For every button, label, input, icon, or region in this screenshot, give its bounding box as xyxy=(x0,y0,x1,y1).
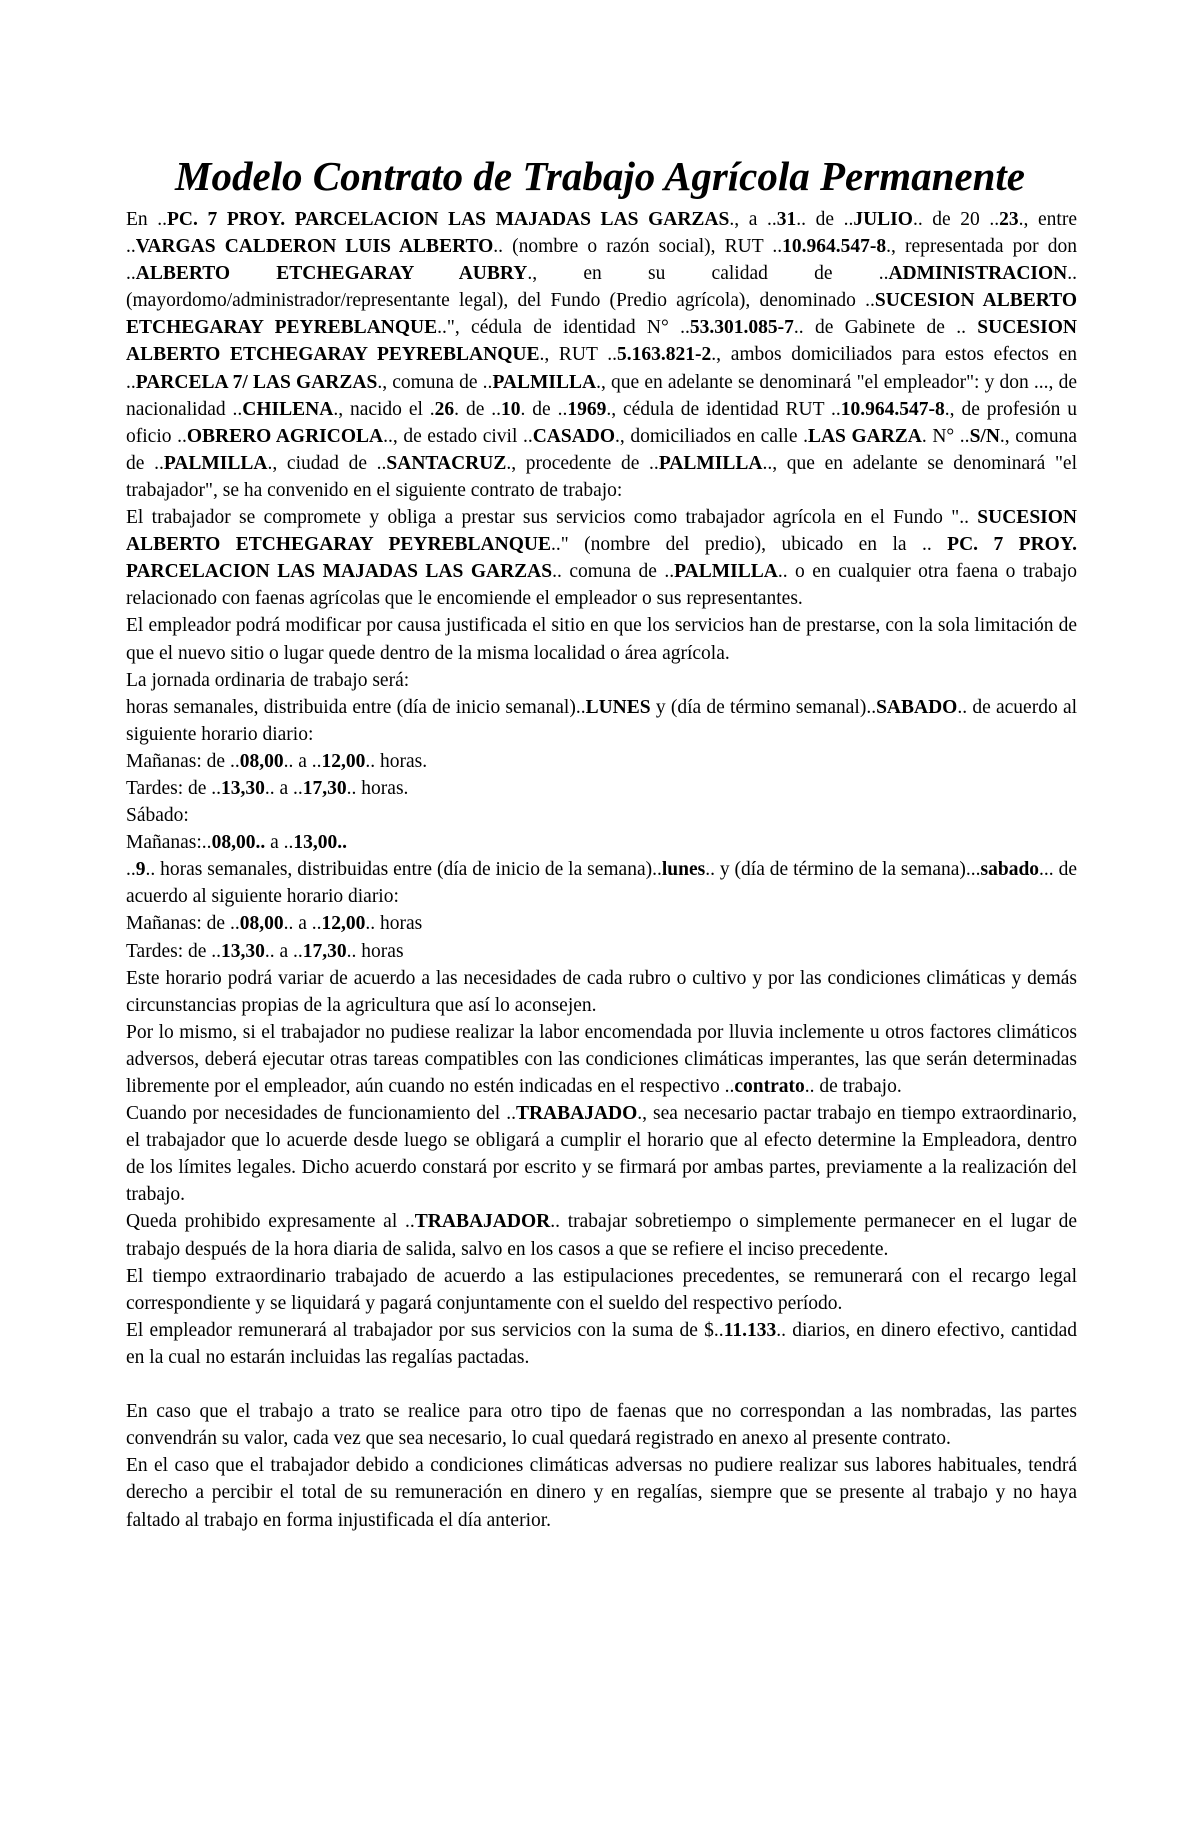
paragraph-text: .. horas xyxy=(365,913,423,935)
paragraph-text: .. xyxy=(126,859,136,881)
paragraph-text: .. trabajar sobretiempo o simplemente permanecer en el lugar de trabajo después de la hora diaria de salida, salvo en los casos a que se refiere el inciso precedente. xyxy=(126,1211,1077,1260)
filled-field-value: 12,00 xyxy=(321,913,366,935)
paragraph-text: .. (nombre o razón social), RUT .. xyxy=(493,236,783,258)
contract-paragraph xyxy=(126,829,1077,856)
filled-field-value: 23 xyxy=(999,209,1019,230)
paragraph-text: Queda prohibido expresamente al .. xyxy=(126,1211,415,1233)
filled-field-value: SABADO xyxy=(876,696,958,718)
paragraph-text: El trabajador se compromete y obliga a prestar sus servicios como trabajador agrícola en el Fundo ".. xyxy=(126,507,978,529)
filled-field-value: 12,00 xyxy=(321,750,366,772)
filled-field-value: 31 xyxy=(776,209,797,230)
paragraph-text: Tardes: de .. xyxy=(126,940,222,962)
filled-field-value: VARGAS CALDERON LUIS ALBERTO xyxy=(135,236,494,258)
paragraph-text: .. de .. xyxy=(796,209,854,230)
filled-field-value: TRABAJADO xyxy=(515,1103,638,1125)
paragraph-text: Cuando por necesidades de funcionamiento del .. xyxy=(126,1103,516,1125)
paragraph-text: En .. xyxy=(126,209,168,230)
filled-field-value: S/N xyxy=(969,425,1000,447)
paragraph-text: .., de estado civil .. xyxy=(383,425,533,447)
filled-field-value: 17,30 xyxy=(302,940,347,962)
filled-field-value: 10.964.547-8 xyxy=(840,398,945,420)
paragraph-text: ., procedente de .. xyxy=(506,452,659,474)
paragraph-spacer xyxy=(126,1371,1077,1398)
paragraph-text: .. horas. xyxy=(346,777,409,799)
contract-paragraph xyxy=(126,612,1077,666)
paragraph-text: .., que en adelante se denominará "el trabajador", se ha convenido en el siguiente contrato de trabajo: xyxy=(126,452,1078,501)
contract-paragraph xyxy=(126,667,1077,694)
filled-field-value: 26 xyxy=(434,398,455,420)
contract-paragraph xyxy=(126,504,1077,612)
filled-field-value: lunes xyxy=(661,859,706,881)
paragraph-text: .. de 20 .. xyxy=(912,209,1000,230)
contract-paragraph xyxy=(126,856,1077,910)
contract-paragraph xyxy=(126,1208,1077,1262)
filled-field-value: PC. 7 PROY. PARCELACION LAS MAJADAS LAS GARZAS xyxy=(167,209,730,230)
contract-paragraph xyxy=(126,965,1077,1019)
paragraph-text: .. a .. xyxy=(283,913,322,935)
paragraph-text: ... de acuerdo al siguiente horario diario: xyxy=(126,859,1077,908)
document-body xyxy=(126,206,1077,1534)
filled-field-value: PALMILLA xyxy=(163,452,268,474)
paragraph-text: El empleador podrá modificar por causa justificada el sitio en que los servicios han de prestarse, con la sola limitación de que el nuevo sitio o lugar quede dentro de la misma localidad o área agrícola. xyxy=(126,615,1077,664)
contract-paragraph xyxy=(126,938,1077,965)
paragraph-text: ., RUT .. xyxy=(539,344,618,366)
filled-field-value: 17,30 xyxy=(302,777,347,799)
paragraph-text: ., representada por don .. xyxy=(126,236,1077,285)
filled-field-value: 08,00.. xyxy=(211,832,266,854)
contract-paragraph xyxy=(126,1317,1077,1371)
paragraph-text: .." (nombre del predio), ubicado en la .. xyxy=(550,534,948,556)
contract-paragraph xyxy=(126,910,1077,937)
contract-paragraph xyxy=(126,748,1077,775)
filled-field-value: ADMINISTRACION xyxy=(888,263,1068,285)
paragraph-text: Sábado: xyxy=(126,805,189,827)
filled-field-value: JULIO xyxy=(853,209,913,230)
filled-field-value: TRABAJADOR xyxy=(414,1211,551,1233)
paragraph-text: ..", cédula de identidad N° .. xyxy=(437,317,690,339)
filled-field-value: SUCESION ALBERTO ETCHEGARAY PEYREBLANQUE xyxy=(126,507,1077,556)
paragraph-text: .. a .. xyxy=(264,940,303,962)
paragraph-text: a .. xyxy=(265,832,294,854)
filled-field-value: SUCESION ALBERTO ETCHEGARAY PEYREBLANQUE xyxy=(126,290,1078,339)
paragraph-text: ., domiciliados en calle . xyxy=(615,425,808,447)
filled-field-value: 13,30 xyxy=(221,777,265,799)
paragraph-text: ., de profesión u oficio .. xyxy=(126,398,1078,447)
document-title: Modelo Contrato de Trabajo Agrícola Permanente xyxy=(175,153,1025,199)
paragraph-text: .. horas xyxy=(346,940,404,962)
filled-field-value: SANTACRUZ xyxy=(386,452,507,474)
filled-field-value: PALMILLA xyxy=(492,371,597,393)
contract-paragraph xyxy=(126,775,1077,802)
filled-field-value: 08,00 xyxy=(239,913,284,935)
paragraph-text: .. (mayordomo/administrador/representante legal), del Fundo (Predio agrícola), denominado .. xyxy=(126,263,1077,312)
paragraph-text: Mañanas: de .. xyxy=(126,913,240,935)
paragraph-text: ., comuna de .. xyxy=(377,371,493,393)
filled-field-value: SUCESION ALBERTO ETCHEGARAY PEYREBLANQUE xyxy=(126,317,1077,366)
paragraph-text: . de .. xyxy=(454,398,501,420)
paragraph-text: ., ambos domiciliados para estos efectos en .. xyxy=(126,344,1077,393)
filled-field-value: PC. 7 PROY. PARCELACION LAS MAJADAS LAS GARZAS xyxy=(126,534,1077,583)
paragraph-text: El tiempo extraordinario trabajado de acuerdo a las estipulaciones precedentes, se remunerará con el recargo legal correspondiente y se liquidará y pagará conjuntamente con el sueldo del respectivo período. xyxy=(126,1265,1077,1314)
filled-field-value: 08,00 xyxy=(239,750,284,772)
paragraph-text: .. a .. xyxy=(283,750,322,772)
contract-paragraph xyxy=(126,694,1077,748)
filled-field-value: 13,00.. xyxy=(293,832,347,854)
filled-field-value: PALMILLA xyxy=(674,561,778,583)
paragraph-text: horas semanales, distribuida entre (día de inicio semanal).. xyxy=(126,696,586,718)
filled-field-value: 1969 xyxy=(567,398,607,420)
contract-paragraph xyxy=(126,1398,1077,1452)
filled-field-value: 10.964.547-8 xyxy=(782,236,887,258)
contract-paragraph xyxy=(126,1019,1077,1100)
filled-field-value: PALMILLA xyxy=(658,452,763,474)
paragraph-text: .. a .. xyxy=(264,777,303,799)
paragraph-text: ., en su calidad de .. xyxy=(527,263,889,285)
paragraph-text: .. comuna de .. xyxy=(552,561,675,583)
paragraph-text: Tardes: de .. xyxy=(126,777,222,799)
paragraph-text: ., entre .. xyxy=(126,209,1077,258)
paragraph-text: ., ciudad de .. xyxy=(267,452,387,474)
paragraph-text: ., a .. xyxy=(729,209,777,230)
contract-paragraph xyxy=(126,1100,1077,1208)
contract-paragraph xyxy=(126,1263,1077,1317)
filled-field-value: sabado xyxy=(980,859,1040,881)
paragraph-text: ., nacido el . xyxy=(333,398,435,420)
paragraph-text: .. o en cualquier otra faena o trabajo relacionado con faenas agrícolas que le encomiende el empleador o sus representantes. xyxy=(126,561,1077,610)
filled-field-value: LUNES xyxy=(585,696,651,718)
paragraph-text: Por lo mismo, si el trabajador no pudiese realizar la labor encomendada por lluvia inclemente u otros factores climáticos adversos, deberá ejecutar otras tareas compatibles con las condiciones climáticas imperantes, las que serán determinadas libremente por el empleador, aún cuando no estén indicadas en el respectivo .. xyxy=(126,1021,1077,1097)
paragraph-text: Mañanas:.. xyxy=(126,832,212,854)
paragraph-text: La jornada ordinaria de trabajo será: xyxy=(126,669,410,691)
filled-field-value: OBRERO AGRICOLA xyxy=(186,425,384,447)
filled-field-value: ALBERTO ETCHEGARAY AUBRY xyxy=(135,263,528,285)
paragraph-text: .. horas. xyxy=(365,750,428,772)
paragraph-text: ., sea necesario pactar trabajo en tiempo extraordinario, el trabajador que lo acuerde desde luego se obligará a cumplir el horario que al efecto determine la Empleadora, dentro de los límites legales. Dicho acuerdo constará por escrito y se firmará por ambas partes, previamente a la realización del trabajo. xyxy=(126,1103,1077,1206)
filled-field-value: 10 xyxy=(501,398,521,420)
paragraph-text: . N° .. xyxy=(921,425,970,447)
paragraph-text: .. de trabajo. xyxy=(804,1076,902,1097)
paragraph-text: .. diarios, en dinero efectivo, cantidad en la cual no estarán incluidas las regalías pactadas. xyxy=(126,1319,1077,1368)
paragraph-text: .. de acuerdo al siguiente horario diario: xyxy=(126,696,1078,745)
filled-field-value: CHILENA xyxy=(242,398,334,420)
filled-field-value: CASADO xyxy=(532,425,616,447)
paragraph-text: . de .. xyxy=(520,398,568,420)
paragraph-text: En caso que el trabajo a trato se realice para otro tipo de faenas que no correspondan a las nombradas, las partes convendrán su valor, cada vez que sea necesario, lo cual quedará registrado en anexo al presente contrato. xyxy=(126,1401,1077,1450)
filled-field-value: 13,30 xyxy=(221,940,265,962)
paragraph-text: ., que en adelante se denominará "el empleador": y don ..., de nacionalidad .. xyxy=(126,371,1077,420)
paragraph-text: ., comuna de .. xyxy=(126,425,1077,474)
contract-paragraph xyxy=(126,1452,1077,1533)
paragraph-text: Este horario podrá variar de acuerdo a las necesidades de cada rubro o cultivo y por las condiciones climáticas y demás circunstancias propias de la agricultura que así lo aconsejen. xyxy=(126,967,1077,1016)
filled-field-value: contrato xyxy=(734,1076,805,1097)
contract-paragraph xyxy=(126,802,1077,829)
paragraph-text: Mañanas: de .. xyxy=(126,750,240,772)
paragraph-text: .. horas semanales, distribuidas entre (día de inicio de la semana).. xyxy=(145,859,662,881)
filled-field-value: 5.163.821-2 xyxy=(617,344,712,366)
paragraph-text: En el caso que el trabajador debido a condiciones climáticas adversas no pudiere realizar sus labores habituales, tendrá derecho a percibir el total de su remuneración en dinero y en regalías, siempre que se presente al trabajo y no haya faltado al trabajo en forma injustificada el día anterior. xyxy=(126,1455,1077,1531)
filled-field-value: PARCELA 7/ LAS GARZAS xyxy=(135,371,378,393)
paragraph-text: ., cédula de identidad RUT .. xyxy=(606,398,841,420)
filled-field-value: LAS GARZA xyxy=(807,425,922,447)
filled-field-value: 9 xyxy=(135,859,146,881)
paragraph-text: .. y (día de término de la semana)... xyxy=(705,859,981,881)
filled-field-value: 11.133 xyxy=(723,1319,777,1341)
paragraph-text: .. de Gabinete de .. xyxy=(793,317,978,339)
paragraph-text: El empleador remunerará al trabajador por sus servicios con la suma de $.. xyxy=(126,1319,724,1341)
contract-paragraph xyxy=(126,206,1077,504)
paragraph-text: y (día de término semanal).. xyxy=(650,696,877,718)
filled-field-value: 53.301.085-7 xyxy=(689,317,794,339)
